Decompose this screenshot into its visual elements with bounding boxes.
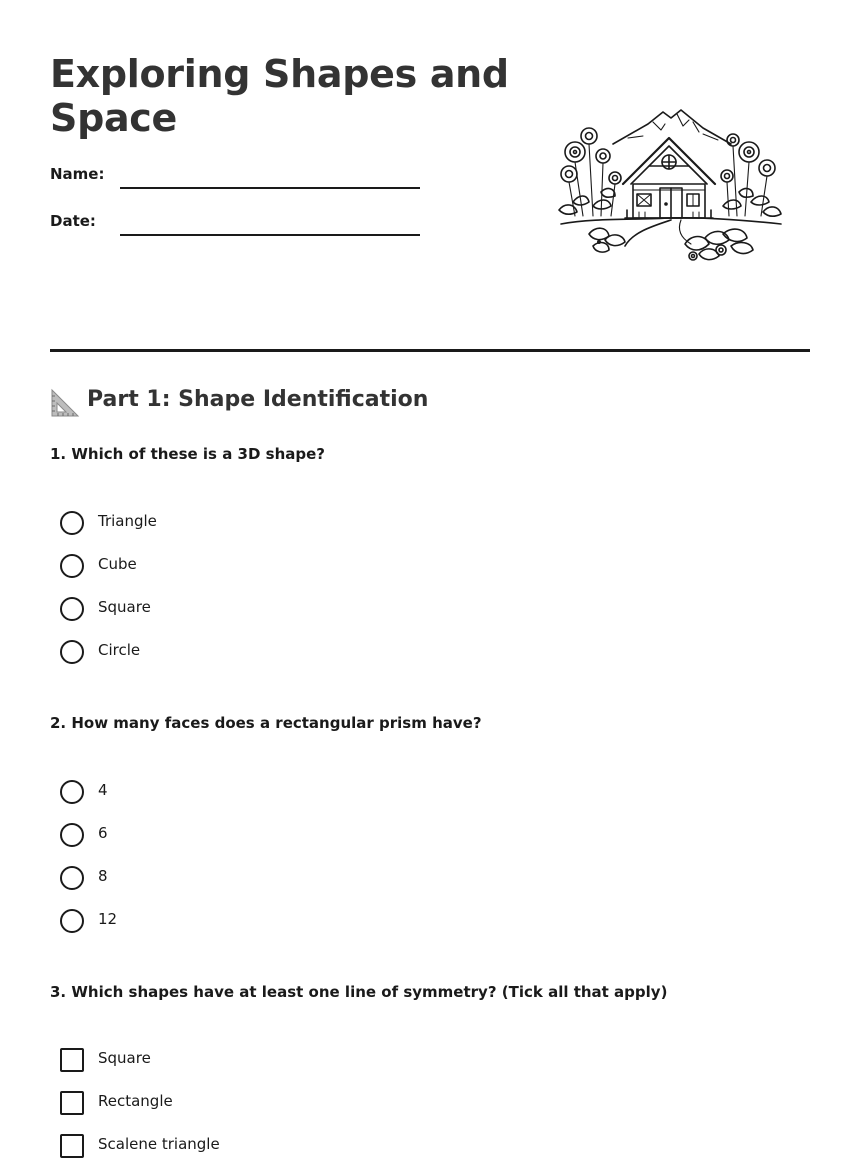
option-label: 12 <box>98 910 118 928</box>
name-label: Name: <box>50 165 105 183</box>
q3-option[interactable] <box>60 1133 460 1159</box>
option-label: Cube <box>98 555 137 573</box>
date-label: Date: <box>50 212 96 230</box>
radio-button[interactable] <box>60 866 84 890</box>
option-label: 4 <box>98 781 108 799</box>
q3-option[interactable] <box>60 1047 460 1073</box>
radio-button[interactable] <box>60 554 84 578</box>
name-field[interactable] <box>120 187 420 189</box>
q1-option[interactable] <box>60 639 460 665</box>
set-square-icon <box>50 388 80 418</box>
date-field[interactable] <box>120 234 420 236</box>
question-1: 1. Which of these is a 3D shape? <box>50 445 326 463</box>
worksheet-title: Exploring Shapes and Space <box>50 52 509 140</box>
question-3: 3. Which shapes have at least one line of symmetry? (Tick all that apply) <box>50 983 668 1001</box>
radio-button[interactable] <box>60 640 84 664</box>
q2-option[interactable] <box>60 779 460 805</box>
header-divider <box>50 349 810 352</box>
part1-title: Part 1: Shape Identification <box>87 387 429 412</box>
q1-option[interactable] <box>60 596 460 622</box>
option-label: Circle <box>98 641 141 659</box>
option-label: Triangle <box>98 512 157 530</box>
option-label: Scalene triangle <box>98 1135 220 1153</box>
radio-button[interactable] <box>60 511 84 535</box>
question-2: 2. How many faces does a rectangular prism have? <box>50 714 482 732</box>
q2-option[interactable] <box>60 865 460 891</box>
checkbox[interactable] <box>60 1134 84 1158</box>
option-label: 8 <box>98 867 108 885</box>
house-illustration <box>553 106 785 266</box>
option-label: 6 <box>98 824 108 842</box>
option-label: Square <box>98 598 151 616</box>
radio-button[interactable] <box>60 780 84 804</box>
checkbox[interactable] <box>60 1091 84 1115</box>
option-label: Square <box>98 1049 151 1067</box>
radio-button[interactable] <box>60 597 84 621</box>
q2-option[interactable] <box>60 822 460 848</box>
q1-option[interactable] <box>60 510 460 536</box>
checkbox[interactable] <box>60 1048 84 1072</box>
q3-option[interactable] <box>60 1090 460 1116</box>
q2-option[interactable] <box>60 908 460 934</box>
radio-button[interactable] <box>60 909 84 933</box>
option-label: Rectangle <box>98 1092 173 1110</box>
q1-option[interactable] <box>60 553 460 579</box>
radio-button[interactable] <box>60 823 84 847</box>
